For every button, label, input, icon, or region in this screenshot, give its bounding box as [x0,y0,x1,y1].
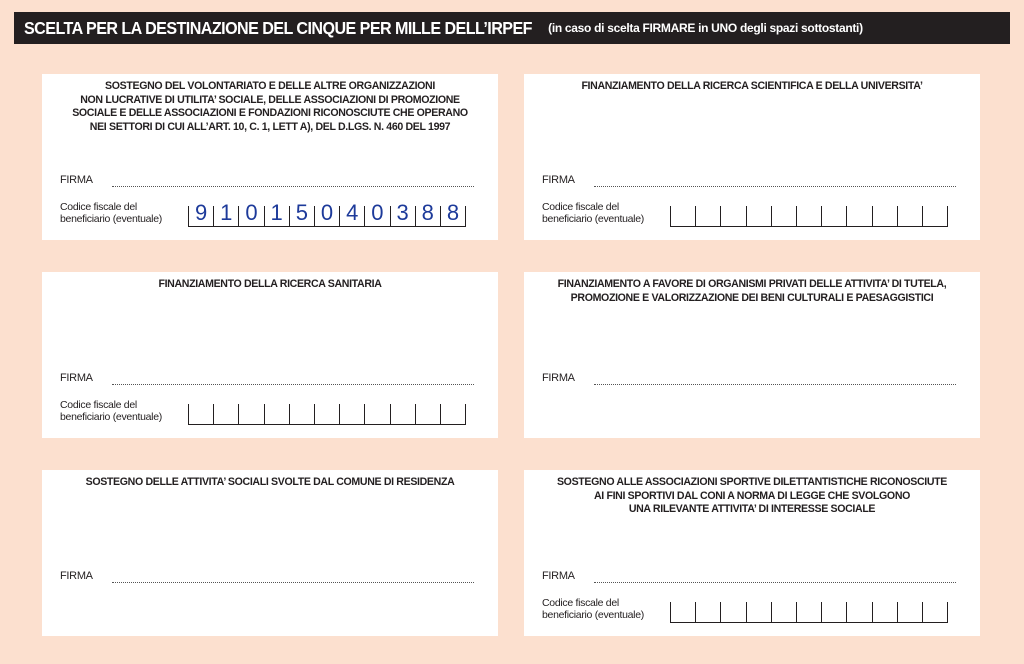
firma-label: FIRMA [542,570,575,582]
box-title: SOSTEGNO ALLE ASSOCIAZIONI SPORTIVE DILETTANTISTICHE RICONOSCIUTE AI FINI SPORTIVI DAL CONI A NORMA DI LEGGE CHE SVOLGONO UNA RILEVANTE ATTIVITA’ DI INTERESSE SOCIALE [556,476,948,515]
cf-input-grid[interactable] [670,206,948,227]
box-ricerca-scientifica [524,74,980,240]
cf-digit[interactable] [265,404,290,424]
box-beni-culturali [524,272,980,438]
cf-digit[interactable] [671,602,696,622]
cf-digit[interactable] [239,404,264,424]
cf-digit[interactable] [797,206,822,226]
cf-digit[interactable] [847,206,872,226]
box-title: FINANZIAMENTO DELLA RICERCA SANITARIA [158,278,382,290]
firma-label: FIRMA [60,174,93,186]
cf-digit[interactable]: 0 [365,206,390,226]
firma-signature-line[interactable] [112,384,474,385]
cf-digit[interactable] [721,206,746,226]
cf-label: Codice fiscale del beneficiario (eventuale) [542,201,644,225]
cf-digit[interactable] [847,602,872,622]
header-title: SCELTA PER LA DESTINAZIONE DEL CINQUE PER MILLE DELL’IRPEF [24,17,532,38]
box-volontariato [42,74,498,240]
cf-digit[interactable] [214,404,239,424]
cf-digit[interactable] [441,404,466,424]
cf-digit[interactable] [391,404,416,424]
cf-digit[interactable] [365,404,390,424]
cf-digit[interactable] [772,206,797,226]
cf-digit[interactable] [797,602,822,622]
cf-digit[interactable]: 3 [391,206,416,226]
form-header [14,12,1010,44]
cf-input-grid[interactable] [670,602,948,623]
cf-digit[interactable]: 8 [441,206,466,226]
cf-digit[interactable] [873,206,898,226]
box-ricerca-sanitaria [42,272,498,438]
cf-digit[interactable] [671,206,696,226]
cf-digit[interactable]: 9 [189,206,214,226]
cf-digit[interactable] [290,404,315,424]
cf-digit[interactable]: 0 [315,206,340,226]
cf-digit[interactable]: 0 [239,206,264,226]
cf-label: Codice fiscale del beneficiario (eventuale) [542,597,644,621]
cf-digit[interactable] [898,206,923,226]
cf-digit[interactable] [923,206,948,226]
cf-input-grid[interactable] [188,404,466,425]
cf-digit[interactable]: 1 [265,206,290,226]
firma-signature-line[interactable] [594,384,956,385]
firma-signature-line[interactable] [594,186,956,187]
cf-digit[interactable]: 1 [214,206,239,226]
cf-digit[interactable]: 8 [416,206,441,226]
firma-signature-line[interactable] [112,582,474,583]
cf-digit[interactable] [923,602,948,622]
cf-digit[interactable] [772,602,797,622]
box-title: FINANZIAMENTO DELLA RICERCA SCIENTIFICA E DELLA UNIVERSITA’ [581,80,923,92]
box-title: SOSTEGNO DEL VOLONTARIATO E DELLE ALTRE ORGANIZZAZIONI NON LUCRATIVE DI UTILITA’ SOCIALE, DELLE ASSOCIAZIONI DI PROMOZIONE SOCIALE E DELLE ASSOCIAZIONI E FONDAZIONI RICONOSCIUTE CHE OPERANO NEI SETTORI DI CUI ALL’ART. 10, C. 1, LETT A), DEL D.LGS. N. 460 DEL 1997 [72,80,468,133]
cf-digit[interactable] [898,602,923,622]
firma-label: FIRMA [60,570,93,582]
cf-digit[interactable] [822,206,847,226]
cf-digit[interactable] [747,206,772,226]
cf-digit[interactable] [721,602,746,622]
firma-signature-line[interactable] [112,186,474,187]
cf-digit[interactable] [873,602,898,622]
firma-label: FIRMA [542,174,575,186]
box-associazioni-sportive [524,470,980,636]
firma-signature-line[interactable] [594,582,956,583]
cf-digit[interactable]: 5 [290,206,315,226]
cf-digit[interactable] [416,404,441,424]
firma-label: FIRMA [60,372,93,384]
cf-label: Codice fiscale del beneficiario (eventuale) [60,399,162,423]
cf-digit[interactable] [747,602,772,622]
header-instruction: (in caso di scelta FIRMARE in UNO degli spazi sottostanti) [548,21,863,35]
firma-label: FIRMA [542,372,575,384]
box-title: FINANZIAMENTO A FAVORE DI ORGANISMI PRIVATI DELLE ATTIVITA’ DI TUTELA, PROMOZIONE E VALORIZZAZIONE DEI BENI CULTURALI E PAESAGGISTICI [557,278,947,304]
cf-digit[interactable] [696,602,721,622]
cf-digit[interactable] [822,602,847,622]
box-title: SOSTEGNO DELLE ATTIVITA’ SOCIALI SVOLTE DAL COMUNE DI RESIDENZA [85,476,455,488]
cf-digit[interactable] [696,206,721,226]
cf-digit[interactable] [340,404,365,424]
cf-input-grid[interactable] [188,200,466,227]
cf-digit[interactable]: 4 [340,206,365,226]
box-comune-residenza [42,470,498,636]
cf-digit[interactable] [315,404,340,424]
cf-label: Codice fiscale del beneficiario (eventuale) [60,201,162,225]
cf-digit[interactable] [189,404,214,424]
